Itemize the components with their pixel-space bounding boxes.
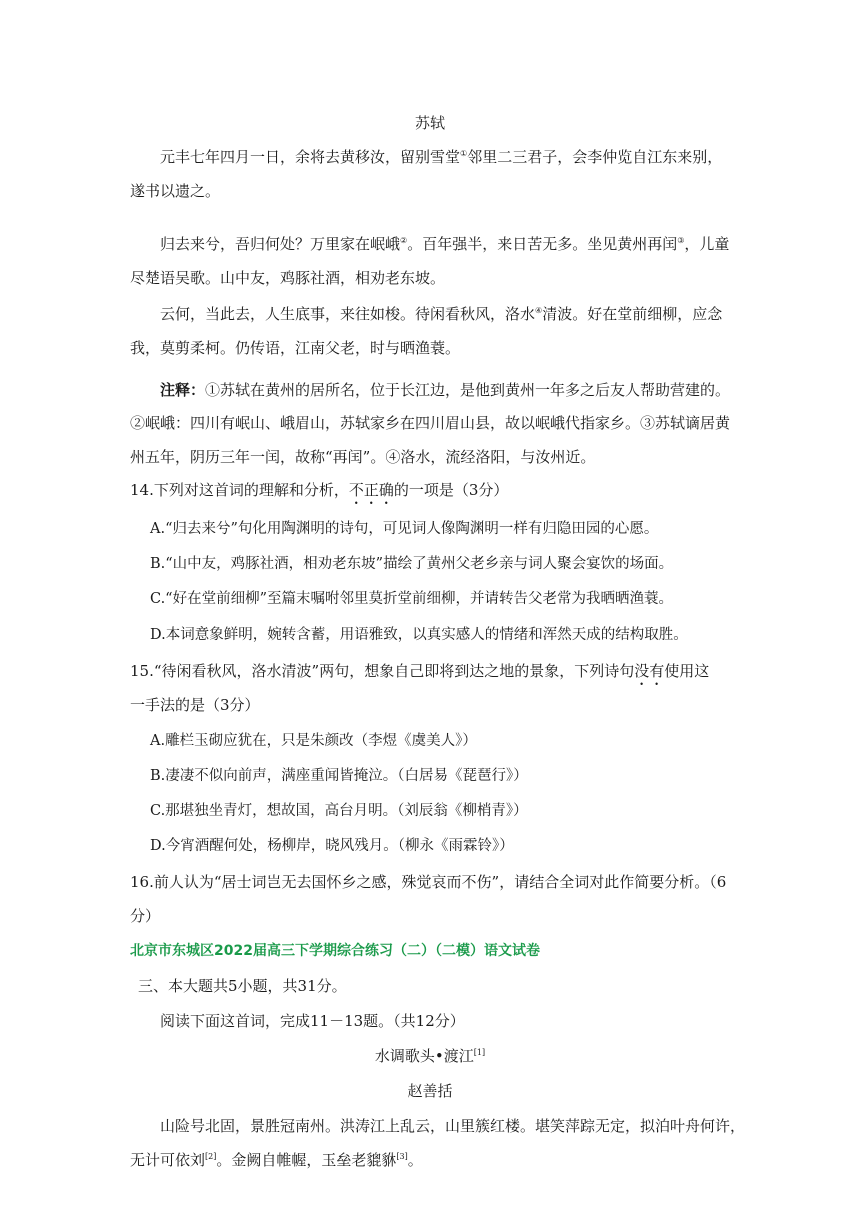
- question-15-option-b: B.凄凄不似向前声，满座重闻皆掩泣。（白居易《琵琶行》）: [150, 768, 528, 784]
- question-14-stem: 14.下列对这首词的理解和分析，不正确的一项是（3分）: [130, 481, 509, 499]
- question-15-stem-line2: 一手法的是（3分）: [130, 696, 260, 714]
- poem2-title: 水调歌头•渡江[1]: [374, 1047, 486, 1065]
- question-14-option-c: C.“好在堂前细柳”至篇末嘱咐邻里莫折堂前细柳，并请转告父老常为我晒晒渔蓑。: [150, 591, 674, 607]
- question-15-stem-line1: 15.“待闲看秋风，洛水清波”两句，想象自己即将到达之地的景象，下列诗句没有使用这: [130, 662, 710, 680]
- poem2-line2: 无计可依刘[2]。金阙自帷幄，玉垒老貔貅[3]。: [130, 1151, 423, 1169]
- poem1-stanza2-line2: 我，莫剪柔柯。仍传语，江南父老，时与晒渔蓑。: [130, 339, 461, 357]
- question-14-option-a: A.“归去来兮”句化用陶渊明的诗句，可见词人像陶渊明一样有归隐田园的心愿。: [150, 521, 659, 537]
- question-16-line2: 分）: [130, 907, 161, 925]
- section-heading: 三、本大题共5小题，共31分。: [138, 977, 347, 995]
- poem1-stanza2-line1: 云何，当此去，人生底事，来往如梭。待闲看秋风，洛水④清波。好在堂前细柳，应念: [160, 305, 723, 323]
- poem1-notes-line1: 注释：①苏轼在黄州的居所名，位于长江边，是他到黄州一年多之后友人帮助营建的。: [160, 381, 731, 399]
- question-15-option-d: D.今宵酒醒何处，杨柳岸，晓风残月。（柳永《雨霖铃》）: [150, 838, 514, 854]
- question-14-option-d: D.本词意象鲜明，婉转含蓄，用语雅致，以真实感人的情绪和浑然天成的结构取胜。: [150, 627, 688, 643]
- reading-instruction: 阅读下面这首词，完成11－13题。（共12分）: [160, 1012, 465, 1030]
- poem2-line1: 山险号北固，景胜冠南州。洪涛江上乱云，山里簇红楼。堪笑萍踪无定，拟泊叶舟何许，: [160, 1117, 746, 1135]
- poem1-preface-line2: 遂书以遗之。: [130, 182, 221, 200]
- question-15-option-a: A.雕栏玉砌应犹在，只是朱颜改（李煜《虞美人》）: [150, 733, 477, 749]
- question-15-option-c: C.那堪独坐青灯，想故国，高台月明。（刘辰翁《柳梢青》）: [150, 803, 528, 819]
- poem1-notes-line3: 州五年，阴历三年一闰，故称“再闰”。④洛水，流经洛阳，与汝州近。: [130, 448, 596, 466]
- poem1-notes-line2: ②岷峨：四川有岷山、峨眉山，苏轼家乡在四川眉山县，故以岷峨代指家乡。③苏轼谪居黄: [130, 414, 731, 432]
- poem1-author: 苏轼: [414, 114, 445, 132]
- poem2-author: 赵善括: [407, 1082, 453, 1100]
- poem1-stanza1-line1: 归去来兮，吾归何处？万里家在岷峨②。百年强半，来日苦无多。坐见黄州再闰③，儿童: [160, 235, 730, 253]
- question-16-line1: 16.前人认为“居士词岂无去国怀乡之感，殊觉哀而不伤”，请结合全词对此作简要分析。（6: [130, 873, 727, 891]
- poem1-preface-line1: 元丰七年四月一日，余将去黄移汝，留别雪堂①邻里二三君子，会李仲览自江东来别，: [160, 148, 723, 166]
- exam-title: 北京市东城区2022届高三下学期综合练习（二）（二模）语文试卷: [130, 943, 540, 959]
- poem1-stanza1-line2: 尽楚语吴歌。山中友，鸡豚社酒，相劝老东坡。: [130, 269, 446, 287]
- question-14-option-b: B.“山中友，鸡豚社酒，相劝老东坡”描绘了黄州父老乡亲与词人聚会宴饮的场面。: [150, 556, 674, 572]
